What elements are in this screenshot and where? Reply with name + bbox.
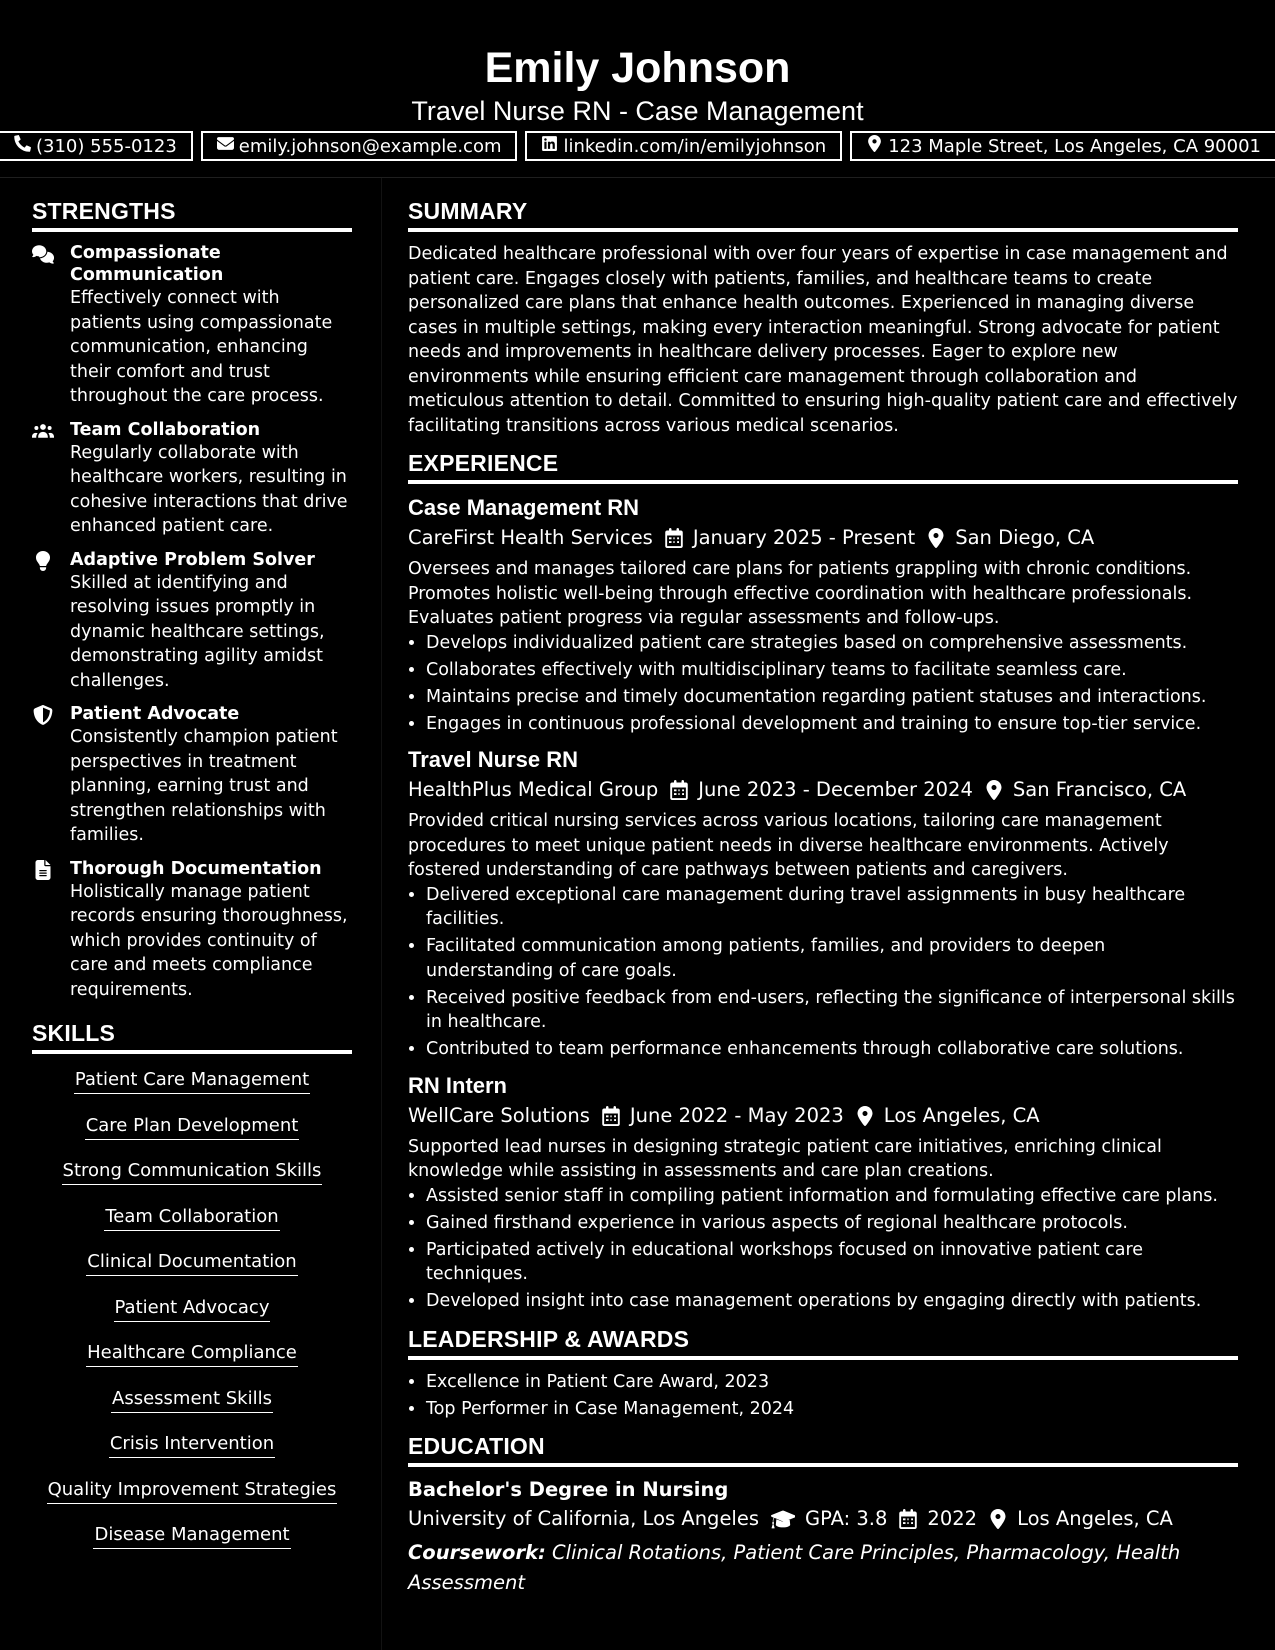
job-dates: January 2025 - Present	[692, 526, 916, 549]
job-description: Oversees and manages tailored care plans for patients grappling with chronic conditions. Promotes holistic well-being through effective coordination with healthcare professionals. Evaluates patient progress via regular assessments and follow-ups.	[408, 559, 1193, 628]
contact-email[interactable]	[201, 131, 518, 161]
skill-tag: Disease Management	[93, 1523, 290, 1549]
skill-tag: Patient Advocacy	[114, 1296, 271, 1322]
job-bullet: • Gained firsthand experience in various aspects of regional healthcare protocols.	[426, 1211, 1238, 1236]
job-dates: June 2023 - December 2024	[698, 778, 973, 801]
strength-title: Patient Advocate	[70, 704, 240, 724]
job-title: Case Management RN	[408, 495, 640, 520]
contact-bar	[0, 131, 1275, 161]
job-location: San Francisco, CA	[1012, 778, 1187, 801]
award-item: • Top Performer in Case Management, 2024	[426, 1397, 1238, 1422]
education-meta	[408, 1503, 1238, 1535]
summary-section	[408, 198, 1238, 438]
strengths-section	[32, 198, 352, 1002]
coursework	[408, 1538, 1238, 1598]
strengths-heading: STRENGTHS	[32, 198, 352, 232]
job-title: Travel Nurse RN	[408, 747, 578, 772]
users-icon	[32, 426, 54, 445]
job-bullet: • Received positive feedback from end-users, reflecting the significance of interpersonal skills in healthcare.	[426, 986, 1238, 1035]
calendar-icon	[899, 1509, 917, 1529]
leadership-section	[408, 1326, 1238, 1422]
school-name: University of California, Los Angeles	[408, 1507, 760, 1530]
map-pin-icon	[927, 528, 945, 548]
skill-tag: Patient Care Management	[74, 1068, 310, 1094]
school-location: Los Angeles, CA	[1017, 1507, 1173, 1530]
experience-section	[408, 450, 1238, 1314]
strength-title: Adaptive Problem Solver	[70, 549, 315, 570]
candidate-role: Travel Nurse RN - Case Management	[411, 96, 864, 126]
contact-linkedin-text: linkedin.com/in/emilyjohnson	[563, 135, 827, 157]
job-bullets	[408, 1184, 1238, 1314]
job-meta	[408, 1100, 1238, 1132]
shield-icon	[32, 710, 54, 729]
job-dates: June 2022 - May 2023	[629, 1103, 844, 1127]
strength-item	[32, 703, 352, 848]
strength-title: Compassionate Communication	[70, 243, 224, 285]
candidate-name: Emily Johnson	[484, 44, 791, 92]
strength-description: Skilled at identifying and resolving issues promptly in dynamic healthcare settings, demonstrating agility amidst challenges.	[70, 572, 325, 691]
envelope-icon	[217, 135, 234, 157]
skills-list	[32, 1064, 352, 1569]
education-section	[408, 1433, 1238, 1598]
comments-icon	[32, 249, 54, 268]
job-bullet: • Collaborates effectively with multidisciplinary teams to facilitate seamless care.	[426, 658, 1238, 683]
skill-tag: Care Plan Development	[85, 1114, 300, 1140]
leadership-heading: LEADERSHIP & AWARDS	[408, 1326, 1238, 1360]
company-name: WellCare Solutions	[408, 1103, 590, 1127]
skills-section	[32, 1020, 352, 1569]
job-bullet: • Facilitated communication among patients, families, and providers to deepen understanding of care goals.	[426, 934, 1238, 983]
contact-phone-text: (310) 555-0123	[36, 135, 177, 157]
summary-text: Dedicated healthcare professional with over four years of expertise in case management and patient care. Engages closely with patients, families, and healthcare teams to create personalized care plans that enhance health outcomes. Experienced in managing diverse cases in multiple settings, making every interaction meaningful. Strong advocate for patient needs and improvements in healthcare delivery processes. Eager to explore new environments while ensuring efficient care management through collaboration and meticulous attention to detail. Committed to ensuring high-quality patient care and effectively facilitating transitions across various medical scenarios.	[408, 244, 1238, 436]
phone-icon	[14, 135, 31, 157]
strength-description: Regularly collaborate with healthcare workers, resulting in cohesive interactions that drive enhanced patient care.	[70, 442, 348, 536]
job-bullet: • Developed insight into case management operations by engaging directly with patients.	[426, 1289, 1238, 1314]
job-location: San Diego, CA	[955, 526, 1095, 549]
job-description: Supported lead nurses in designing strategic patient care initiatives, enriching clinical knowledge while assisting in assessments and care plan creations.	[408, 1136, 1162, 1181]
header	[0, 0, 1275, 178]
job-entry	[408, 746, 1238, 1062]
job-bullet: • Assisted senior staff in compiling patient information and formulating effective care plans.	[426, 1184, 1238, 1209]
strength-description: Holistically manage patient records ensuring thoroughness, which provides continuity of care and meets compliance requirements.	[70, 881, 348, 1000]
skill-tag: Quality Improvement Strategies	[47, 1478, 338, 1504]
job-entry	[408, 494, 1238, 736]
job-entry	[408, 1072, 1238, 1314]
skill-tag: Team Collaboration	[104, 1205, 279, 1231]
strength-description: Consistently champion patient perspectives in treatment planning, earning trust and strengthen relationships with families.	[70, 727, 338, 845]
calendar-icon	[665, 528, 683, 548]
company-name: HealthPlus Medical Group	[408, 778, 659, 801]
contact-phone[interactable]	[0, 131, 193, 161]
job-bullets	[408, 631, 1238, 737]
skill-tag: Strong Communication Skills	[62, 1159, 323, 1185]
strength-item	[32, 858, 352, 1003]
company-name: CareFirst Health Services	[408, 526, 653, 549]
map-pin-icon	[985, 780, 1003, 800]
linkedin-icon	[541, 135, 558, 157]
degree-title: Bachelor's Degree in Nursing	[408, 1478, 729, 1501]
education-heading: EDUCATION	[408, 1433, 1238, 1467]
map-pin-icon	[989, 1509, 1007, 1529]
award-item: • Excellence in Patient Care Award, 2023	[426, 1370, 1238, 1395]
job-description: Provided critical nursing services across various locations, tailoring care management procedures to meet unique patient needs in diverse healthcare environments. Actively fostered understanding of care pathways between patients and caregivers.	[408, 811, 1169, 880]
skill-tag: Healthcare Compliance	[86, 1341, 298, 1367]
strength-item	[32, 549, 352, 694]
job-bullet: • Maintains precise and timely documentation regarding patient statuses and interactions.	[426, 685, 1238, 710]
skill-tag: Clinical Documentation	[86, 1250, 297, 1276]
gpa: GPA: 3.8	[805, 1507, 888, 1530]
document-icon	[32, 865, 54, 884]
strength-title: Team Collaboration	[70, 419, 261, 440]
skill-tag: Crisis Intervention	[109, 1432, 275, 1458]
coursework-label: Coursework:	[408, 1541, 546, 1564]
job-meta	[408, 774, 1238, 806]
contact-email-text: emily.johnson@example.com	[238, 135, 502, 157]
job-bullet: • Participated actively in educational workshops focused on innovative patient care techniques.	[426, 1238, 1238, 1287]
right-column	[408, 178, 1238, 1610]
map-pin-icon	[856, 1106, 874, 1126]
job-bullet: • Develops individualized patient care strategies based on comprehensive assessments.	[426, 631, 1238, 656]
graduation-cap-icon	[771, 1509, 795, 1529]
map-pin-icon	[866, 135, 883, 157]
lightbulb-icon	[32, 556, 54, 575]
strength-description: Effectively connect with patients using compassionate communication, enhancing their comfort and trust throughout the care process.	[70, 288, 333, 406]
contact-linkedin[interactable]	[525, 131, 842, 161]
coursework-list: Clinical Rotations, Patient Care Principles, Pharmacology, Health Assessment	[408, 1541, 1181, 1594]
job-bullets	[408, 883, 1238, 1062]
job-bullet: • Delivered exceptional care management during travel assignments in busy healthcare facilities.	[426, 883, 1238, 932]
job-location: Los Angeles, CA	[883, 1103, 1040, 1127]
summary-heading: SUMMARY	[408, 198, 1238, 232]
strength-title: Thorough Documentation	[70, 858, 322, 879]
graduation-year: 2022	[927, 1507, 978, 1530]
awards-list	[408, 1370, 1238, 1422]
job-title: RN Intern	[408, 1072, 507, 1098]
calendar-icon	[670, 780, 688, 800]
calendar-icon	[602, 1106, 620, 1126]
job-meta	[408, 522, 1238, 554]
job-bullet: • Engages in continuous professional development and training to ensure top-tier service.	[426, 712, 1238, 737]
strength-item	[32, 242, 352, 409]
contact-address[interactable]	[850, 131, 1275, 161]
contact-address-text: 123 Maple Street, Los Angeles, CA 90001	[888, 135, 1261, 157]
skill-tag: Assessment Skills	[111, 1387, 273, 1413]
skills-heading: SKILLS	[32, 1020, 352, 1054]
left-column	[32, 178, 352, 1610]
experience-heading: EXPERIENCE	[408, 450, 1238, 484]
job-bullet: • Contributed to team performance enhancements through collaborative care solutions.	[426, 1037, 1238, 1062]
strength-item	[32, 419, 352, 539]
